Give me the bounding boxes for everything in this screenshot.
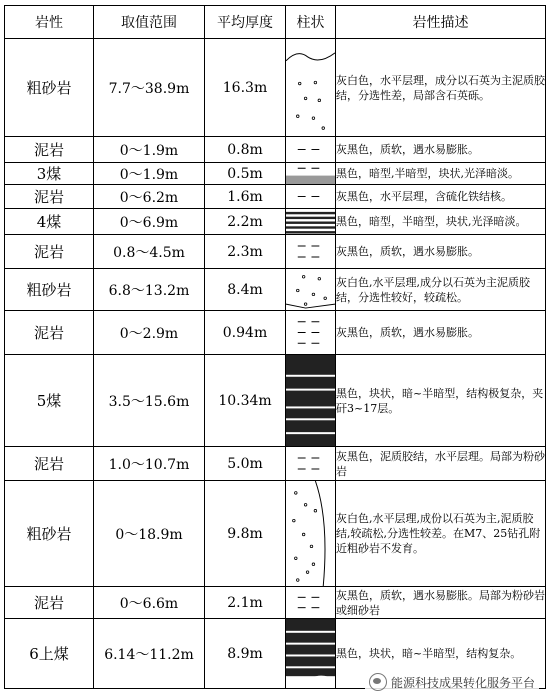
range-cell: 3.5～15.6m (94, 355, 205, 447)
range-cell: 6.8～13.2m (94, 269, 205, 311)
lithology-cell: 泥岩 (5, 235, 94, 269)
description-cell: 黑色，暗型，半暗型，块状,光泽暗淡。 (336, 209, 546, 235)
column-pattern-cell (286, 39, 336, 137)
header-column: 柱状 (286, 6, 336, 39)
thickness-cell: 0.94m (205, 311, 286, 355)
table-row (5, 235, 546, 269)
range-cell: 6.14～11.2m (94, 619, 205, 689)
description-cell: 灰黑色，质软，遇水易膨胀。 (336, 311, 546, 355)
description-cell: 灰黑色，质软，遇水易膨胀。 (336, 137, 546, 163)
thickness-cell: 0.8m (205, 137, 286, 163)
description-cell: 灰黑色，水平层理，含硫化铁结核。 (336, 185, 546, 209)
lithology-cell: 粗砂岩 (5, 269, 94, 311)
thickness-cell: 2.3m (205, 235, 286, 269)
table-row (5, 269, 546, 311)
description-cell: 灰黑色，泥质胶结，水平层理。局部为粉砂岩 (336, 447, 546, 481)
column-pattern-cell (286, 185, 336, 209)
lithology-cell: 4煤 (5, 209, 94, 235)
thickness-cell: 16.3m (205, 39, 286, 137)
lithology-cell: 泥岩 (5, 447, 94, 481)
header-row (5, 6, 546, 39)
thickness-cell: 8.4m (205, 269, 286, 311)
description-cell: 灰白色,水平层理,成份以石英为主,泥质胶结,较疏松,分选性较差。在M7、25钻孔附近粗砂岩不发育。 (336, 481, 546, 587)
header-description: 岩性描述 (336, 6, 546, 39)
range-cell: 0～2.9m (94, 311, 205, 355)
table-row (5, 39, 546, 137)
column-pattern-cell (286, 587, 336, 619)
thickness-cell: 2.1m (205, 587, 286, 619)
column-pattern-cell (286, 355, 336, 447)
range-cell: 0～6.6m (94, 587, 205, 619)
column-pattern-cell (286, 235, 336, 269)
range-cell: 0～1.9m (94, 137, 205, 163)
table-row (5, 209, 546, 235)
banded-coal-pattern (286, 209, 335, 234)
lithology-cell: 粗砂岩 (5, 481, 94, 587)
table-row (5, 163, 546, 185)
thickness-cell: 2.2m (205, 209, 286, 235)
lithology-cell: 泥岩 (5, 311, 94, 355)
mudstone-pattern (286, 185, 335, 208)
coarse-sandstone-2-pattern (286, 481, 335, 586)
wechat-logo-icon (369, 673, 387, 691)
header-range: 取值范围 (94, 6, 205, 39)
table-row (5, 447, 546, 481)
table-row (5, 355, 546, 447)
description-cell: 灰白色,水平层理,成分以石英为主泥质胶结，分选性较好，较疏松。 (336, 269, 546, 311)
column-pattern-cell (286, 311, 336, 355)
lithology-cell: 3煤 (5, 163, 94, 185)
table-row (5, 311, 546, 355)
mudstone-pattern (286, 447, 335, 480)
description-cell: 灰黑色，质软，遇水易膨胀。 (336, 235, 546, 269)
table-row (5, 481, 546, 587)
column-pattern-cell (286, 269, 336, 311)
thickness-cell: 8.9m (205, 619, 286, 689)
thickness-cell: 1.6m (205, 185, 286, 209)
coal-bottom-pattern (286, 619, 335, 688)
mudstone-pattern (286, 137, 335, 162)
header-thickness: 平均厚度 (205, 6, 286, 39)
column-pattern-cell (286, 137, 336, 163)
mudstone-pattern (286, 587, 335, 618)
thin-coal-pattern (286, 163, 335, 184)
watermark-text: 能源科技成果转化服务平台 (390, 675, 535, 690)
column-pattern-cell (286, 163, 336, 185)
header-lithology: 岩性 (5, 6, 94, 39)
lithology-cell: 泥岩 (5, 137, 94, 163)
description-cell: 黑色，暗型,半暗型，块状,光泽暗淡。 (336, 163, 546, 185)
column-pattern-cell (286, 447, 336, 481)
table-row (5, 137, 546, 163)
lithology-cell: 粗砂岩 (5, 39, 94, 137)
column-pattern-cell (286, 209, 336, 235)
thickness-cell: 9.8m (205, 481, 286, 587)
range-cell: 0～18.9m (94, 481, 205, 587)
range-cell: 0.8～4.5m (94, 235, 205, 269)
thick-coal-pattern (286, 355, 335, 446)
description-cell: 黑色，块状，暗~半暗型，结构极复杂，夹矸3~17层。 (336, 355, 546, 447)
stratigraphy-table (4, 5, 546, 689)
range-cell: 7.7～38.9m (94, 39, 205, 137)
table-row (5, 587, 546, 619)
range-cell: 0～1.9m (94, 163, 205, 185)
watermark (365, 671, 539, 693)
column-pattern-cell (286, 481, 336, 587)
column-pattern-cell (286, 619, 336, 689)
table-row (5, 185, 546, 209)
lithology-cell: 6上煤 (5, 619, 94, 689)
description-cell: 灰白色，水平层理，成分以石英为主泥质胶结，分选性差，局部含石英砾。 (336, 39, 546, 137)
thickness-cell: 5.0m (205, 447, 286, 481)
mudstone-pattern (286, 311, 335, 354)
coarse-sandstone-pattern (286, 39, 335, 136)
range-cell: 0～6.2m (94, 185, 205, 209)
lithology-cell: 泥岩 (5, 185, 94, 209)
description-cell: 黑色，块状，暗~半暗型，结构复杂。 (336, 619, 546, 689)
lithology-cell: 泥岩 (5, 587, 94, 619)
lithology-cell: 5煤 (5, 355, 94, 447)
sandstone-pattern (286, 269, 335, 310)
description-cell: 灰黑色，质软，遇水易膨胀。局部为粉砂岩或细砂岩 (336, 588, 545, 617)
range-cell: 1.0～10.7m (94, 447, 205, 481)
thickness-cell: 0.5m (205, 163, 286, 185)
mudstone-pattern (286, 235, 335, 268)
thickness-cell: 10.34m (205, 355, 286, 447)
range-cell: 0～6.9m (94, 209, 205, 235)
